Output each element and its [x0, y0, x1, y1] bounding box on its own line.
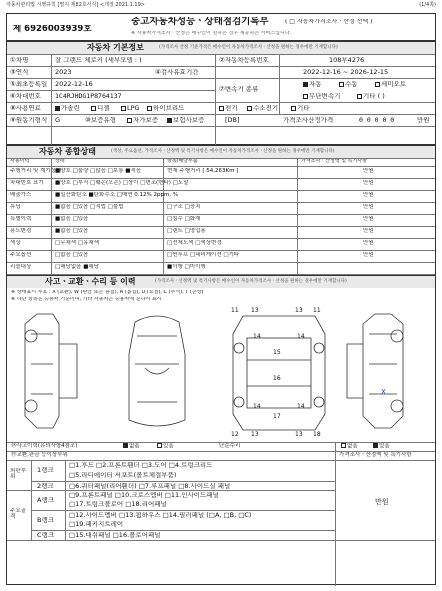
overall-status-section	[6, 145, 436, 275]
basic-info-title: 자동차 기본정보	[87, 43, 144, 52]
status-detail: □전체도색 □색상변경	[167, 240, 222, 246]
rank1-items-2: □5.라디에이터 서포트(볼트체결부품)	[69, 472, 177, 479]
part-num-15: 15	[273, 349, 281, 356]
part-num-17: 17	[273, 413, 281, 420]
row-divider	[7, 214, 435, 215]
price-digits: 0 0 0 0 0	[359, 117, 395, 124]
status-item-label: 특별이력	[10, 216, 32, 222]
accident-yes[interactable]: 있음	[157, 443, 174, 450]
part-num-12: 12	[231, 431, 239, 438]
part-num-14a: 14	[253, 333, 261, 340]
part-num-14d: 14	[297, 403, 305, 410]
inspect-period-value: 2022-12-16 ~ 2026-12-15	[303, 69, 389, 76]
trans-manual[interactable]: 수동	[339, 81, 358, 88]
car-name-value: 잘 그랜드 체로키 (세부모델 : )	[55, 57, 142, 64]
overall-status-title: 자동차 종합상태	[39, 147, 96, 156]
rankA-label: A랭크	[37, 497, 55, 504]
row-divider	[7, 178, 435, 179]
status-price: 만원	[363, 180, 374, 186]
price-unit: 만원	[417, 117, 430, 124]
warranty-insurance[interactable]: 보험사보증	[167, 117, 204, 124]
fuel-label: ⑧사용연료	[10, 105, 41, 112]
status-price: 만원	[363, 240, 374, 246]
accident-none[interactable]: 없음	[123, 443, 140, 450]
rankB-items-2: □19.패키지트레이	[69, 521, 124, 528]
part-num-14c: 14	[253, 403, 261, 410]
accident-history-title: 사고ㆍ교환ㆍ수리 등 이력	[45, 277, 136, 286]
status-detail: □침수 □화재	[167, 216, 201, 222]
car-top-front-view	[129, 316, 185, 426]
fuel-hydrogen[interactable]: 수소전기	[247, 105, 278, 112]
status-item-label: 색상	[10, 240, 21, 246]
overall-status-bar	[7, 146, 435, 158]
row-divider	[7, 190, 435, 191]
car-damage-diagram	[7, 304, 435, 442]
outer-panel-group: 외판부위	[10, 468, 26, 481]
year-label: ③연식	[10, 69, 29, 76]
basic-info-note: (가격조사 산정 기준가격은 매수인이 자동차가격조사ㆍ산정을 원하는 경우에만 기재합니다)	[159, 45, 338, 50]
status-state: ■일산화탄소 ■탄화수소 □매연 0.12% 2ppm, %	[55, 192, 179, 198]
part-num-13d: 13	[295, 431, 303, 438]
first-reg-value: 2022-12-16	[55, 81, 93, 88]
status-item-label: 용도변경	[10, 228, 32, 234]
status-state: ■양호 □불량 □많음 □보통 ■적음	[55, 168, 142, 174]
car-left-side-view	[25, 314, 77, 428]
part-num-16: 16	[273, 375, 281, 382]
status-detail: 현재 주행거리 [ 54,263Km ]	[167, 168, 239, 174]
rankA-items: □9.프론트패널 □10.크로스멤버 □11.인사이드패널	[69, 492, 219, 499]
fuel-lpg[interactable]: LPG	[121, 105, 140, 112]
status-state: ■없음 □있음	[55, 216, 89, 222]
part-num-13c: 13	[251, 431, 259, 438]
rank2-label: 2랭크	[37, 483, 54, 490]
frame-price-unit: 만원	[375, 498, 389, 506]
engine-value: G	[55, 117, 61, 124]
car-name-label: ①차명	[10, 57, 29, 64]
rankB-label: B랭크	[37, 517, 55, 524]
part-num-13b: 13	[295, 307, 303, 314]
trans-other[interactable]: 기타 ( )	[357, 93, 385, 100]
status-detail: □구조 □장치	[167, 204, 201, 210]
accident-history-section	[6, 275, 436, 585]
status-item-label: 차대번호 표기	[10, 180, 44, 186]
fuel-diesel[interactable]: 디젤	[91, 105, 110, 112]
status-item-label: 주요옵션	[10, 252, 32, 258]
simple-repair-yes[interactable]: 있음	[373, 443, 390, 450]
status-price: 만원	[363, 192, 374, 198]
rank2-items: □6.쿼터패널(리어휀더) □7.루프패널 □8.사이드실 패널	[69, 483, 231, 490]
car-right-side-view	[347, 314, 403, 428]
rankC-items: □15.대쉬패널 □16.플로어패널	[69, 532, 161, 539]
status-price: 만원	[363, 204, 374, 210]
part-num-11b: 11	[313, 307, 321, 314]
col-detail-header: 항목/해당부품	[167, 159, 198, 164]
accident-history-label: ⑱사고이력(유의사항4참조)	[11, 443, 78, 449]
fuel-gasoline[interactable]: 가솔린	[55, 105, 80, 112]
form-law-ref: 자동차관리법 시행규칙 [별지 제82호서식] <개정 2021.1.19>	[6, 2, 145, 8]
status-detail: ■이행 □미이행	[167, 264, 206, 270]
price-label: 가격조사산정가격	[283, 117, 334, 124]
simple-repair-none[interactable]: 없음	[341, 443, 358, 450]
status-state: □없음 □있음	[55, 252, 89, 258]
status-legend: ※ 상태표시 부호 : X (교환), W (판금 또는 용접), A (흠집), U (요철), C (부식), T (손상)	[11, 290, 204, 295]
col-item-header: 사용이력	[10, 159, 30, 164]
transmission-label: ⑦변속기 종류	[219, 86, 259, 93]
vin-value: 1C4RJHDG1P8764137	[55, 93, 122, 100]
status-state: ■없음 □있음	[55, 228, 89, 234]
warranty-db: [DB]	[225, 117, 240, 124]
first-reg-label: ⑤최초등록일	[10, 81, 48, 88]
exterior-price-header: 가격조사ㆍ산정액 및 특기사항	[339, 452, 412, 458]
row-divider	[7, 202, 435, 203]
accident-history-bar	[7, 276, 435, 288]
status-state: □해당없음 ■해당	[55, 264, 100, 270]
rankC-label: C랭크	[37, 532, 55, 539]
form-title: 중고자동차성능ㆍ상태점검기록부	[131, 17, 269, 27]
status-detail: □렌트 □영업용	[167, 228, 206, 234]
part-num-14b: 14	[297, 333, 305, 340]
fuel-hybrid[interactable]: 하이브리드	[147, 105, 184, 112]
page-indicator: (1/4쪽)	[419, 2, 436, 8]
inspect-period-label: ④검사유효기간	[155, 69, 199, 76]
warranty-self[interactable]: 자가보증	[127, 117, 158, 124]
status-state: □무채색 □유채색	[55, 240, 100, 246]
document-number: 제 6926003939호	[13, 25, 92, 34]
status-item-label: 튜닝	[10, 204, 21, 210]
status-item-label: 주행거리 및 계기상태	[10, 168, 62, 174]
status-price: 만원	[363, 252, 374, 258]
status-item-label: 배출가스	[10, 192, 32, 198]
price-option-note: ( □ 자동차가격조사ㆍ산정 선택 )	[285, 19, 373, 25]
status-detail: □썬루프 □네비게이션 □기타	[167, 252, 240, 258]
main-frame-group: 주요골격	[10, 508, 26, 521]
status-price: 만원	[363, 168, 374, 174]
rankB-items: □12.사이드멤버 □13.휠하우스 □14.필러패널 (□A, □B, □C)	[69, 512, 252, 519]
row-divider	[7, 262, 435, 263]
col-state-header: 상태	[55, 159, 65, 164]
form-header	[6, 3, 436, 9]
rankA-items-2: □17.트렁크플로어 □18.리어패널	[69, 501, 167, 508]
accident-history-note: (가격조사ㆍ산정액 및 특기사항은 매수인이 자동차가격조사ㆍ산정을 원하는 경우에만 기재합니다)	[155, 279, 347, 284]
fuel-electric[interactable]: 전기	[219, 105, 238, 112]
status-state: ■양호 □부식 □훼손(오손) □상이 □변조(변타) □도말	[55, 180, 189, 186]
rank1-items: □1.후드 □2.프론트휀더 □3.도어 □4.트렁크리드	[69, 462, 213, 469]
overall-status-note: (색상, 주요옵션, 가격조사ㆍ산정액 및 특기사항은 매수인이 자동차가격조사ㆍ산정을 원하는 경우에만 기재합니다)	[111, 149, 335, 154]
vin-label: ⑥차대번호	[10, 93, 41, 100]
car-type-note: ※ 하단 항목은 승용차 기준이며, 기타 자동차는 승용차에 준하여 표시	[11, 297, 162, 302]
status-state: ■없음 □있음 □적법 □불법	[55, 204, 124, 210]
part-num-11a: 11	[231, 307, 239, 314]
service-note: ※ 자동차가격조사ㆍ산정은 매수인이 원하는 경우 제공하는 서비스입니다.	[131, 31, 292, 36]
basic-info-bar	[7, 42, 435, 54]
reg-no-label: ②자동차등록번호	[219, 57, 269, 64]
rank1-label: 1랭크	[37, 467, 54, 474]
status-price: 만원	[363, 228, 374, 234]
reg-no-value: 108부4276	[329, 57, 365, 64]
row-divider	[7, 226, 435, 227]
part-num-18: 18	[313, 431, 321, 438]
title-block	[6, 13, 436, 41]
col-price-header: 가격조사ㆍ산정액 및 특기사항	[301, 159, 367, 164]
simple-repair-label: 단순수리	[219, 443, 241, 449]
year-value: 2023	[55, 69, 72, 76]
trans-cvt[interactable]: 무단변속기	[303, 93, 340, 100]
fuel-other[interactable]: 기타	[291, 105, 310, 112]
row-divider	[7, 250, 435, 251]
status-item-label: 리콜대상	[10, 264, 32, 270]
damage-mark-x: X	[381, 388, 386, 396]
warranty-label: ⑩보증유형	[85, 117, 116, 124]
row-divider	[7, 238, 435, 239]
trans-auto[interactable]: 자동	[303, 81, 322, 88]
engine-label: ⑨원동기형식	[10, 117, 48, 124]
status-price: 만원	[363, 216, 374, 222]
basic-info-section	[6, 41, 436, 145]
exterior-parts-label: ⑲교환,판금 등이상부위	[11, 452, 68, 458]
trans-semi[interactable]: 세미오토	[375, 81, 406, 88]
part-num-13a: 13	[251, 307, 259, 314]
